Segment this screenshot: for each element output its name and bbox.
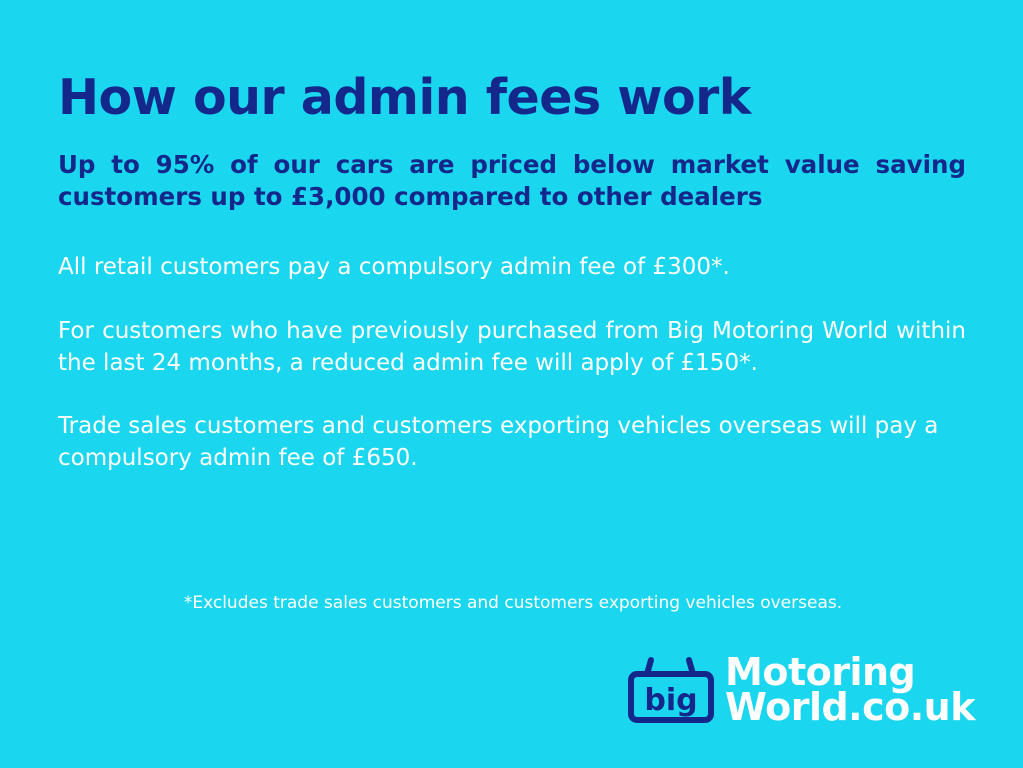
page-title: How our admin fees work: [58, 69, 751, 126]
content-block: [58, 69, 968, 475]
brand-logo: [627, 650, 975, 729]
paragraph-retail-fee: All retail customers pay a compulsory admin fee of £300*.: [58, 254, 730, 281]
subheading-text: Up to 95% of our cars are priced below market value saving customers up to £3,000 compared to other dealers: [58, 150, 966, 211]
logo-wordmark: [725, 650, 975, 729]
logo-line-world: World: [725, 685, 849, 729]
svg-text:big: big: [644, 683, 698, 718]
logo-tld: .co.uk: [848, 685, 975, 729]
paragraph-returning-customer-fee: For customers who have previously purchased from Big Motoring World within the last 24 months, a reduced admin fee will apply of £150*.: [58, 317, 966, 376]
big-logo-icon: [627, 654, 715, 726]
paragraph-trade-export-fee: Trade sales customers and customers exporting vehicles overseas will pay a compulsory admin fee of £650.: [58, 413, 939, 472]
logo-line-motoring: Motoring: [725, 650, 916, 695]
logo-line-world-row: [725, 685, 975, 729]
footnote-text: *Excludes trade sales customers and customers exporting vehicles overseas.: [183, 593, 843, 613]
